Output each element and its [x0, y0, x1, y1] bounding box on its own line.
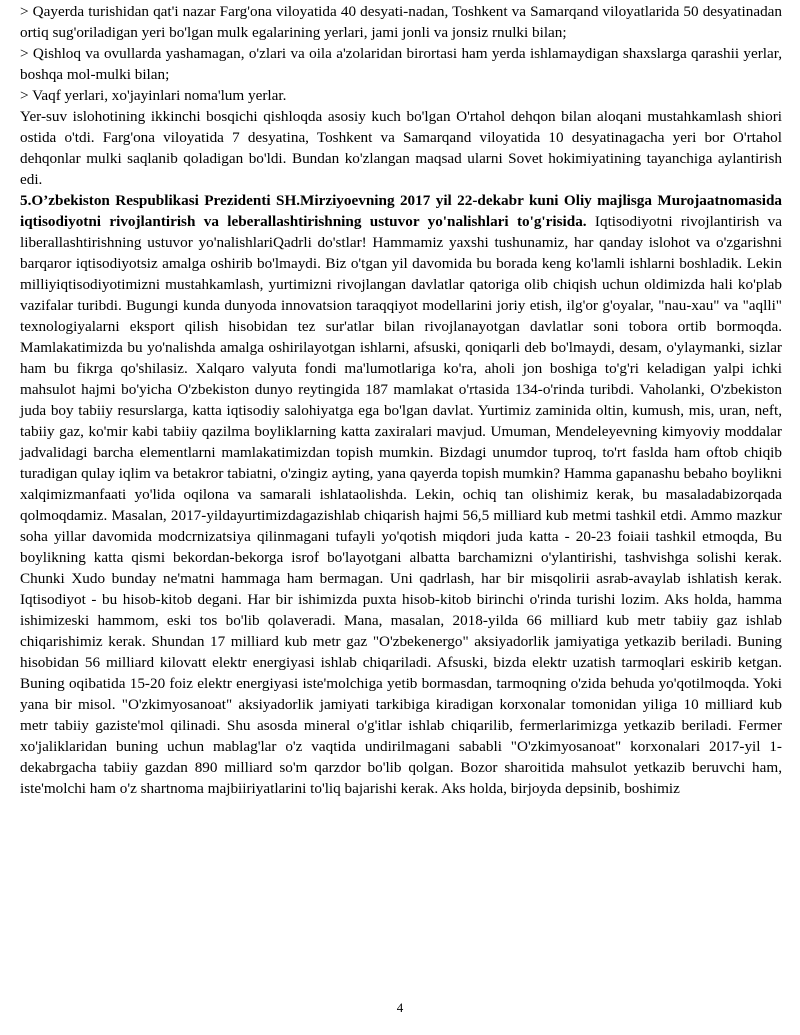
bullet-paragraph: > Qishloq va ovullarda yashamagan, o'zlari va oila a'zolaridan birortasi ham yerda ishlamaydigan shaxslarga qarashii yerlar, boshqa mol-mulki bilan;	[20, 45, 782, 83]
body-paragraph: Yer-suv islohotining ikkinchi bosqichi qishloqda asosiy kuch bo'lgan O'rtahol dehqon bilan aloqani mustahkamlash shiori ostida o'tdi. Farg'ona viloyatida 7 desyatina, Toshkent va Samarqand viloyatida 10 desyatinagacha yeri bor O'rtahol dehqonlar mulki saqlanib qoladigan bo'ldi. Bundan ko'zlangan maqsad ularni Sovet hokimiyatining tayanchiga aylantirish edi.	[20, 108, 782, 188]
section-body: Iqtisodiyotni rivojlantirish va liberallashtirishning ustuvor yo'nalishlariQadrli do'stlar! Hammamiz yaxshi tushunamiz, har qanday islohot va o'zgarishni barqaror iqtisodiyotsiz amalga oshirib bo'lmaydi. Biz o'tgan yil davomida bu borada keng ko'lamli ishlarni boshladik. Lekin milliyiqtisodiyotimizni mustahkamlash, yurtimizni rivojlangan davlatlar qatoriga olib chiqish uchun oldimizda hali ko'plab vazifalar turibdi. Bugungi kunda dunyoda innovatsion taraqqiyot modellarini joriy etish, ilg'or g'oyalar, "nau-xau" va "aqlli" texnologiyalarni eksport qilish hisobidan tez sur'atlar bilan rivojlanayotgan davlatlar soni tobora ortib bormoqda. Mamlakatimizda bu yo'nalishda amalga oshirilayotgan ishlarni, afsuski, qoniqarli deb bo'lmaydi, desam, o'ylaymanki, sizlar ham bu fikrga qo'shilasiz. Xalqaro valyuta fondi ma'lumotlariga ko'ra, aholi jon boshiga to'g'ri keladigan yalpi ichki mahsulot hajmi bo'yicha O'zbekiston dunyo reytingida 187 mamlakat o'rtasida 134-o'rinda turibdi. Vaholanki, O'zbekiston juda boy tabiiy resurslarga, katta iqtisodiy salohiyatga ega bo'lgan davlat. Yurtimiz zaminida oltin, kumush, mis, uran, neft, tabiiy gaz, ko'mir kabi tabiiy qazilma boyliklarning katta zaxiralari mavjud. Umuman, Mendeleyevning kimyoviy moddalar jadvalidagi barcha elementlarni mamlakatimizdan topish mumkin. Bizdagi unumdor tuproq, to'rt faslda ham oftob chiqib turadigan qulay iqlim va betakror tabiatni, o'zingiz ayting, yana qayerda topish mumkin? Hamma gapanashu bebaho boylikni xalqimizmanfaati yo'lida oqilona va samarali ishlataolishda. Lekin, ochiq tan olishimiz kerak, bu masaladabizorqada qolmoqdamiz. Masalan, 2017-yildayurtimizdagazishlab chiqarish hajmi 56,5 milliard kub metmi tashkil etdi. Ammo mazkur soha yillar davomida modcrnizatsiya qilinmagani tufayli yo'qotish miqdori juda katta - 20-23 foiaii tashkil etmoqda, Bu boylikning katta qismi bekordan-bekorga isrof bo'layotgani albatta barchamizni o'ylantirishi, tashvishga solishi kerak. Chunki Xudo bunday ne'matni hammaga ham bermagan. Uni qadrlash, har bir misqolirii asrab-avaylab ishlatish kerak. Iqtisodiyot - bu hisob-kitob degani. Har bir ishimizda puxta hisob-kitob birinchi o'rinda turishi lozim. Aks holda, hamma ishimizeski hammom, eski tos bo'lib qolaveradi. Mana, masalan, 2018-yilda 66 milliard kub metr tabiiy gaz ishlab chiqarishimiz kerak. Shundan 17 milliard kub metr gaz "O'zbekenergo" aksiyadorlik jamiyatiga yetkazib beriladi. Buning hisobidan 56 milliard kilovatt elektr energiyasi ishlab chiqariladi. Afsuski, bizda elektr uzatish tarmoqlari eskirib ketgan. Buning oqibatida 15-20 foiz elektr energiyasi iste'molchiga yetib bormasdan, tarmoqning o'zida behuda yo'qotilmoqda. Yoki yana bir misol. "O'zkimyosanoat" aksiyadorlik jamiyati tarkibiga kiradigan korxonalar tomonidan yiliga 10 milliard kub metr tabiiy gaziste'mol qilinadi. Shu asosda mineral o'g'itlar ishlab chiqarilib, fermerlarimizga yetkazib beriladi. Fermer xo'jaliklaridan buning uchun mablag'lar o'z vaqtida undirilmagani sababli "O'zkimyosanoat" korxonalari 2017-yil 1-dekabrgacha tabiiy gazdan 890 milliard so'm qarzdor bo'lib qolgan. Bozor sharoitida mahsulot yetkazib beruvchi ham, iste'molchi ham o'z shartnoma majbiiriyatlarini to'liq bajarishi kerak. Aks holda, birjoyda depsinib, boshimiz	[20, 213, 783, 797]
document-page	[20, 0, 782, 799]
bullet-paragraph: > Qayerda turishidan qat'i nazar Farg'ona viloyatida 40 desyati-nadan, Toshkent va Samarqand viloyatlarida 50 desyatinadan ortiq sug'oriladigan yeri bo'lgan mulk egalarining yerlari, jami jonli va jonsiz rnulki bilan;	[20, 3, 782, 41]
page-number: 4	[396, 1000, 404, 1015]
bullet-paragraph: > Vaqf yerlari, xo'jayinlari noma'lum yerlar.	[20, 87, 287, 104]
section-paragraph	[20, 190, 782, 799]
section-heading: 5.O’zbekiston Respublikasi Prezidenti SH.Mirziyoevning 2017 yil 22-dekabr kuni Oliy majlisga Murojaatnomasida iqtisodiyotni rivojlantirish va leberallashtirishning ustuvor yo'nalishlari to'g'risida.	[20, 192, 782, 230]
